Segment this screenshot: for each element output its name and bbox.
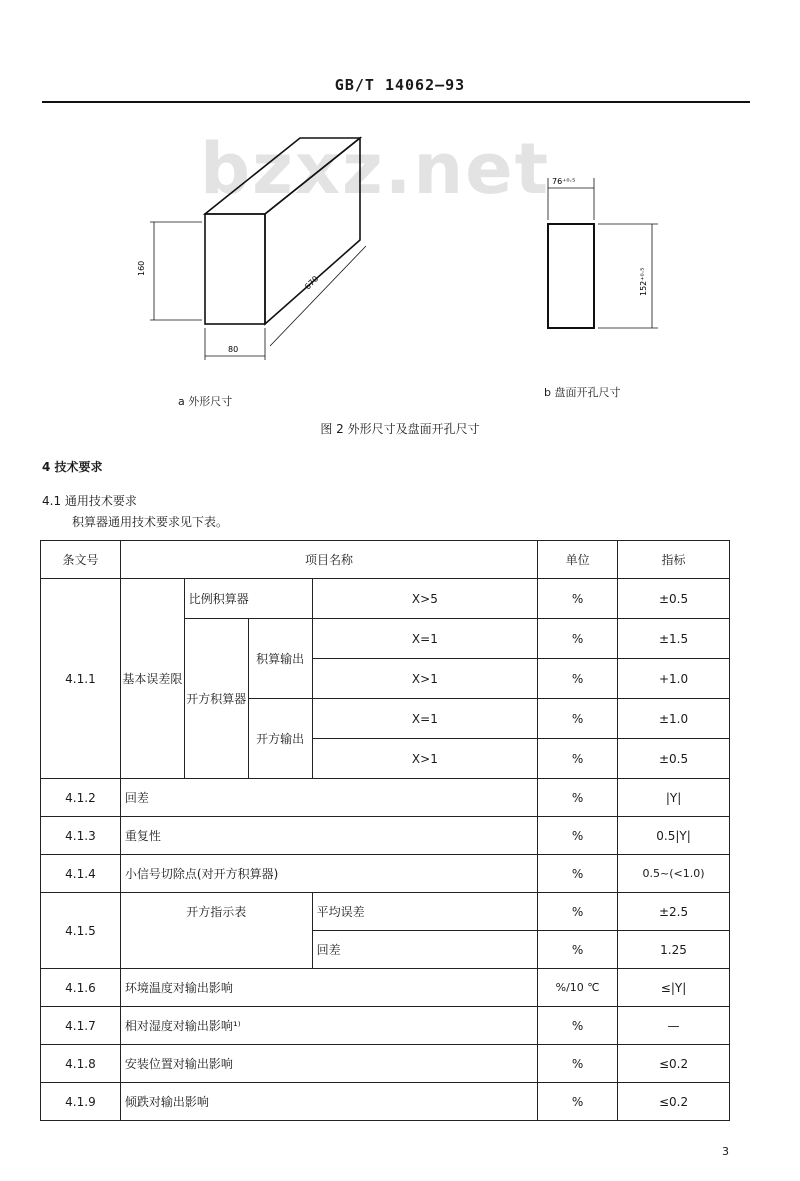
sqrt-output-cell: 开方输出	[248, 699, 312, 779]
value-cell: 1.25	[618, 931, 730, 969]
unit-cell: %	[538, 699, 618, 739]
table-row	[41, 855, 730, 893]
clause-cell: 4.1.3	[41, 817, 121, 855]
unit-cell: %	[538, 1007, 618, 1045]
condition-cell: X>1	[312, 739, 538, 779]
item-cell: 重复性	[120, 817, 537, 855]
page-number: 3	[722, 1145, 729, 1158]
box-front-face	[205, 214, 265, 324]
table-row	[41, 779, 730, 817]
value-cell: ≤0.2	[618, 1045, 730, 1083]
condition-cell: X>5	[312, 579, 538, 619]
dim-height-label: 160	[137, 260, 146, 276]
table-row	[41, 893, 730, 931]
header-rule	[42, 101, 750, 103]
figure-b-caption: b 盘面开孔尺寸	[544, 386, 621, 399]
sub-item-cell: 回差	[312, 931, 538, 969]
item-cell: 倾跌对输出影响	[120, 1083, 537, 1121]
condition-cell: X=1	[312, 699, 538, 739]
value-cell: —	[618, 1007, 730, 1045]
value-cell: 0.5|Y|	[618, 817, 730, 855]
unit-cell: %	[538, 1083, 618, 1121]
unit-cell: %	[538, 619, 618, 659]
unit-cell: %	[538, 893, 618, 931]
item-cell: 开方指示表	[120, 893, 312, 969]
basic-error-cell: 基本误差限	[120, 579, 184, 779]
technical-requirements-table	[40, 540, 730, 1121]
clause-cell: 4.1.7	[41, 1007, 121, 1045]
figure-a-box-drawing	[130, 130, 380, 370]
clause-cell: 4.1.2	[41, 779, 121, 817]
unit-cell: %	[538, 931, 618, 969]
item-cell: 回差	[120, 779, 537, 817]
cutout-rect	[548, 224, 594, 328]
table-row	[41, 969, 730, 1007]
unit-cell: %	[538, 817, 618, 855]
page-header: GB/T 14062—93	[334, 76, 466, 94]
table-row	[41, 1083, 730, 1121]
table-row	[41, 1045, 730, 1083]
sqrt-integrator-cell: 开方积算器	[184, 619, 248, 779]
dim-width-label: 80	[228, 345, 239, 354]
watermark: bzxz.net	[200, 128, 551, 210]
section-intro: 积算器通用技术要求见下表。	[72, 515, 229, 529]
value-cell: |Y|	[618, 779, 730, 817]
header-item: 项目名称	[120, 541, 537, 579]
figure-a-caption: a 外形尺寸	[178, 395, 233, 408]
dim-length-label: 670	[303, 274, 321, 292]
dim-cut-width-label: 76⁺⁰·⁵	[552, 177, 576, 186]
integ-output-cell: 积算输出	[248, 619, 312, 699]
unit-cell: %	[538, 1045, 618, 1083]
dim-cut-height-label: 152⁺⁰·⁵	[639, 267, 648, 296]
box-side-face	[265, 138, 360, 324]
value-cell: ±0.5	[618, 579, 730, 619]
figure-title: 图 2 外形尺寸及盘面开孔尺寸	[320, 422, 480, 436]
box-top-face	[205, 138, 360, 214]
item-cell: 小信号切除点(对开方积算器)	[120, 855, 537, 893]
unit-cell: %	[538, 579, 618, 619]
clause-cell: 4.1.8	[41, 1045, 121, 1083]
item-cell: 相对湿度对输出影响¹⁾	[120, 1007, 537, 1045]
clause-cell: 4.1.5	[41, 893, 121, 969]
clause-cell: 4.1.9	[41, 1083, 121, 1121]
value-cell: ≤0.2	[618, 1083, 730, 1121]
figure-b-cutout-drawing	[530, 170, 670, 340]
condition-cell: X=1	[312, 619, 538, 659]
value-cell: ≤|Y|	[618, 969, 730, 1007]
clause-cell: 4.1.6	[41, 969, 121, 1007]
prop-integrator-cell: 比例积算器	[184, 579, 312, 619]
header-index: 指标	[618, 541, 730, 579]
value-cell: ±0.5	[618, 739, 730, 779]
unit-cell: %	[538, 659, 618, 699]
subsection-heading: 4.1 通用技术要求	[42, 494, 137, 508]
clause-cell: 4.1.1	[41, 579, 121, 779]
value-cell: ±1.5	[618, 619, 730, 659]
condition-cell: X>1	[312, 659, 538, 699]
header-unit: 单位	[538, 541, 618, 579]
item-cell: 安装位置对输出影响	[120, 1045, 537, 1083]
table-row	[41, 579, 730, 619]
header-clause: 条文号	[41, 541, 121, 579]
table-header-row	[41, 541, 730, 579]
unit-cell: %	[538, 855, 618, 893]
clause-cell: 4.1.4	[41, 855, 121, 893]
section-heading: 4 技术要求	[42, 460, 103, 474]
value-cell: 0.5~(<1.0)	[618, 855, 730, 893]
value-cell: ±2.5	[618, 893, 730, 931]
sub-item-cell: 平均误差	[312, 893, 538, 931]
value-cell: +1.0	[618, 659, 730, 699]
value-cell: ±1.0	[618, 699, 730, 739]
table-row	[41, 817, 730, 855]
unit-cell: %/10 ℃	[538, 969, 618, 1007]
table-row	[41, 1007, 730, 1045]
unit-cell: %	[538, 779, 618, 817]
unit-cell: %	[538, 739, 618, 779]
item-cell: 环境温度对输出影响	[120, 969, 537, 1007]
